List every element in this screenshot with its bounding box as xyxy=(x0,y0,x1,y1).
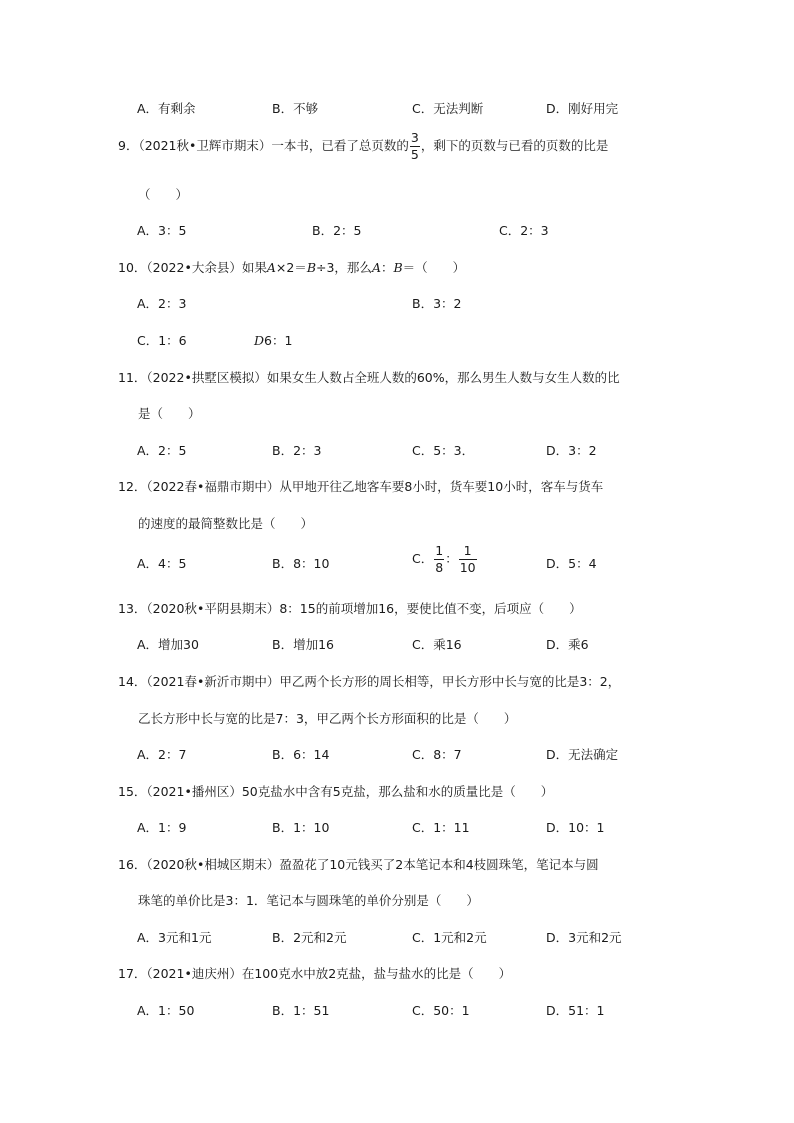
q15-option-c: C．1：11 xyxy=(412,820,470,835)
q12-option-b: B．8：10 xyxy=(272,556,330,571)
q16-option-c: C．1元和2元 xyxy=(412,930,487,945)
q17-option-c: C．50：1 xyxy=(412,1003,470,1018)
q12-option-c-frac2 xyxy=(459,545,477,574)
q9-frac-num: 3 xyxy=(410,130,419,145)
q10-option-d-text: 6：1 xyxy=(264,333,293,348)
q14-option-b: B．6：14 xyxy=(272,747,330,762)
q10-var-a: A xyxy=(266,260,276,275)
q14-stem: 14．（2021春•新沂市期中）甲乙两个长方形的周长相等，甲长方形中长与宽的比是3：2， xyxy=(118,674,621,689)
q13-option-c: C．乘16 xyxy=(412,637,462,652)
q8-option-d: D．刚好用完 xyxy=(546,101,619,116)
q8-option-b: B．不够 xyxy=(272,101,319,116)
q10-stem-p3: ÷3，那么 xyxy=(316,260,372,275)
q12-option-d: D．5：4 xyxy=(546,556,597,571)
q9-stem xyxy=(118,132,608,161)
q12-option-c-frac1 xyxy=(434,545,444,574)
q14-option-a: A．2：7 xyxy=(137,747,187,762)
q17-option-d: D．51：1 xyxy=(546,1003,605,1018)
q10-stem-p1: 10．（2022•大余县）如果 xyxy=(118,260,267,275)
q10-stem-p2: ×2＝ xyxy=(275,260,307,275)
q12-option-c-colon: ： xyxy=(445,551,458,566)
q12-c-f2-den: 10 xyxy=(459,559,476,575)
q14-stem-cont: 乙长方形中长与宽的比是7：3，甲乙两个长方形面积的比是（ ） xyxy=(138,711,517,726)
q10-var-b: B xyxy=(306,260,316,275)
q9-option-a: A．3：5 xyxy=(137,223,187,238)
q12-c-f1-den: 8 xyxy=(435,559,444,575)
q17-option-a: A．1：50 xyxy=(137,1003,195,1018)
q10-var-b2: B xyxy=(393,260,403,275)
q12-option-a: A．4：5 xyxy=(137,556,187,571)
q13-option-a: A．增加30 xyxy=(137,637,199,652)
q9-option-c: C．2：3 xyxy=(499,223,549,238)
q10-option-c: C．1：6 xyxy=(137,333,187,348)
q14-option-d: D．无法确定 xyxy=(546,747,619,762)
q10-option-d-letter: D xyxy=(254,333,265,348)
q9-stem-post: ，剩下的页数与已看的页数的比是 xyxy=(420,138,609,153)
q10-stem-p5: ＝（ ） xyxy=(402,260,466,275)
q13-option-b: B．增加16 xyxy=(272,637,334,652)
q11-stem: 11．（2022•拱墅区模拟）如果女生人数占全班人数的60%，那么男生人数与女生人数的比 xyxy=(118,370,620,385)
q12-stem-cont: 的速度的最简整数比是（ ） xyxy=(138,516,314,531)
q9-stem-cont: （ ） xyxy=(138,187,189,202)
q11-option-a: A．2：5 xyxy=(137,443,187,458)
q10-stem-p4: ： xyxy=(380,260,394,275)
q10-stem xyxy=(118,258,465,276)
q11-option-c: C．5：3． xyxy=(412,443,475,458)
q16-option-a: A．3元和1元 xyxy=(137,930,212,945)
q9-option-b: B．2：5 xyxy=(312,223,362,238)
q16-stem: 16．（2020秋•相城区期末）盈盈花了10元钱买了2本笔记本和4枝圆珠笔，笔记本与圆 xyxy=(118,857,599,872)
q10-option-b: B．3：2 xyxy=(412,296,462,311)
q15-stem: 15．（2021•播州区）50克盐水中含有5克盐，那么盐和水的质量比是（ ） xyxy=(118,784,554,799)
q13-stem: 13．（2020秋•平阴县期末）8：15的前项增加16，要使比值不变，后项应（ ） xyxy=(118,601,582,616)
q15-option-a: A．1：9 xyxy=(137,820,187,835)
q10-var-a2: A xyxy=(371,260,381,275)
q10-option-a: A．2：3 xyxy=(137,296,187,311)
q15-option-b: B．1：10 xyxy=(272,820,330,835)
q13-option-d: D．乘6 xyxy=(546,637,589,652)
q16-option-b: B．2元和2元 xyxy=(272,930,347,945)
q14-option-c: C．8：7 xyxy=(412,747,462,762)
q17-stem: 17．（2021•迪庆州）在100克水中放2克盐，盐与盐水的比是（ ） xyxy=(118,966,512,981)
q15-option-d: D．10：1 xyxy=(546,820,605,835)
q12-option-c-prefix: C． xyxy=(412,551,434,566)
q16-stem-cont: 珠笔的单价比是3：1．笔记本与圆珠笔的单价分别是（ ） xyxy=(138,893,479,908)
q12-c-f1-num: 1 xyxy=(435,543,444,558)
q11-stem-cont: 是（ ） xyxy=(138,406,201,421)
q16-option-d: D．3元和2元 xyxy=(546,930,622,945)
q8-option-a: A．有剩余 xyxy=(137,101,196,116)
q11-option-b: B．2：3 xyxy=(272,443,322,458)
q12-stem: 12．（2022春•福鼎市期中）从甲地开往乙地客车要8小时，货车要10小时，客车与货车 xyxy=(118,479,604,494)
q9-frac-den: 5 xyxy=(410,146,419,162)
q8-option-c: C．无法判断 xyxy=(412,101,484,116)
q17-option-b: B．1：51 xyxy=(272,1003,330,1018)
q10-option-d xyxy=(254,331,292,349)
q9-fraction xyxy=(410,132,420,161)
q9-stem-pre: 9．（2021秋•卫辉市期末）一本书，已看了总页数的 xyxy=(118,138,409,153)
q12-option-c xyxy=(412,545,478,574)
q11-option-d: D．3：2 xyxy=(546,443,597,458)
q12-c-f2-num: 1 xyxy=(459,545,477,560)
